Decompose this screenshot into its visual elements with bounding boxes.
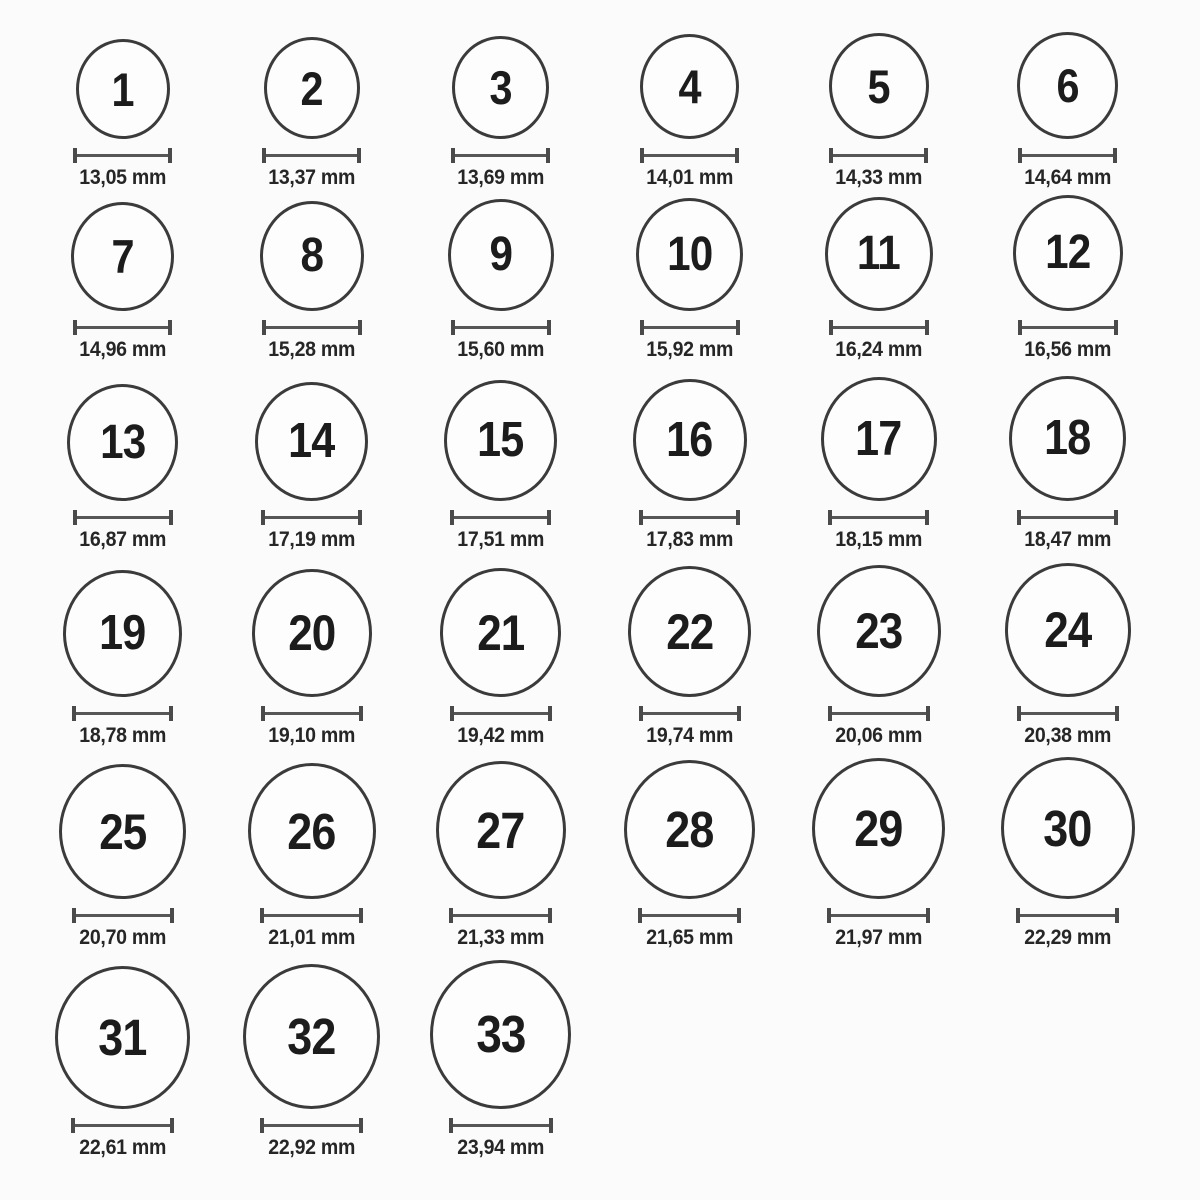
size-number: 16 [666,412,713,467]
size-number: 6 [1056,59,1079,112]
size-number: 27 [476,801,525,859]
size-number: 25 [98,803,147,860]
diameter-label: 17,19 mm [268,528,355,551]
size-circle [444,380,557,501]
ring-size-item [595,552,784,748]
size-circle [829,33,929,139]
diameter-label: 16,87 mm [79,528,166,551]
diameter-label: 20,70 mm [79,926,166,949]
diameter-label: 20,06 mm [835,724,922,747]
size-circle [624,760,755,899]
diameter-measure-line [73,148,172,163]
diameter-label: 22,29 mm [1024,926,1111,949]
size-circle [821,377,937,501]
ring-size-item [595,748,784,950]
size-number: 33 [475,1005,526,1064]
size-circle [633,379,747,501]
ring-size-item [784,362,973,552]
ring-size-item [217,748,406,950]
diameter-label: 17,83 mm [646,528,733,551]
ring-size-item [217,950,406,1160]
ring-size-item [595,190,784,362]
chart-row [28,950,1168,1160]
diameter-measure-line [638,908,741,923]
ring-size-item [784,190,973,362]
ring-size-item [973,362,1162,552]
ring-size-item [28,190,217,362]
size-circle [825,197,933,311]
diameter-measure-line [73,320,172,335]
diameter-measure-line [260,908,363,923]
diameter-label: 14,64 mm [1024,166,1111,189]
diameter-measure-line [640,148,739,163]
ring-size-item [406,0,595,190]
size-circle [264,37,360,139]
size-circle [640,34,739,139]
chart-row [28,190,1168,362]
size-number: 5 [867,59,890,113]
diameter-label: 15,28 mm [268,338,355,361]
diameter-label: 15,92 mm [646,338,733,361]
size-circle [817,565,941,697]
size-circle [1001,757,1135,899]
diameter-label: 13,69 mm [457,166,544,189]
diameter-label: 14,33 mm [835,166,922,189]
ring-size-chart [28,0,1168,1200]
size-number: 23 [854,603,903,659]
ring-size-item [973,190,1162,362]
diameter-measure-line [73,510,173,525]
ring-size-item [28,748,217,950]
size-circle [255,382,368,501]
size-circle [71,202,174,311]
size-circle [628,566,751,697]
ring-size-item [784,748,973,950]
size-number: 29 [854,800,903,857]
size-number: 17 [855,411,902,466]
size-circle [440,568,561,697]
size-circle [1005,563,1131,697]
ring-size-item [217,552,406,748]
diameter-label: 22,61 mm [79,1136,166,1159]
ring-size-item [28,362,217,552]
diameter-measure-line [1016,908,1119,923]
diameter-label: 19,74 mm [646,724,733,747]
size-number: 30 [1043,799,1092,857]
size-circle [1013,195,1123,311]
size-circle [430,960,571,1109]
diameter-measure-line [449,1118,553,1133]
size-number: 2 [300,61,323,115]
size-number: 12 [1044,226,1091,279]
size-number: 11 [857,227,900,280]
diameter-label: 23,94 mm [457,1136,544,1159]
diameter-measure-line [1017,510,1118,525]
diameter-measure-line [262,148,361,163]
size-circle [448,199,554,311]
diameter-label: 21,33 mm [457,926,544,949]
diameter-measure-line [450,706,552,721]
diameter-measure-line [261,510,362,525]
ring-size-item [217,362,406,552]
ring-size-item [595,362,784,552]
ring-size-item [217,0,406,190]
diameter-label: 21,97 mm [835,926,922,949]
ring-size-item [28,552,217,748]
ring-size-item [973,748,1162,950]
diameter-label: 16,24 mm [835,338,922,361]
size-number: 9 [489,228,512,281]
diameter-label: 16,56 mm [1024,338,1111,361]
diameter-label: 21,65 mm [646,926,733,949]
diameter-measure-line [828,706,930,721]
diameter-label: 19,42 mm [457,724,544,747]
diameter-label: 18,78 mm [79,724,166,747]
ring-size-item [784,552,973,748]
size-number: 8 [300,229,323,282]
diameter-label: 14,96 mm [79,338,166,361]
ring-size-item [217,190,406,362]
size-circle [812,758,945,899]
size-number: 10 [666,227,713,281]
size-number: 1 [111,62,134,116]
chart-row [28,748,1168,950]
size-circle [252,569,372,697]
diameter-measure-line [1018,320,1118,335]
chart-row [28,0,1168,190]
diameter-label: 21,01 mm [268,926,355,949]
chart-row [28,552,1168,748]
diameter-measure-line [451,148,550,163]
size-circle [243,964,380,1109]
size-number: 28 [665,801,714,858]
size-number: 19 [99,606,146,660]
diameter-measure-line [1017,706,1119,721]
diameter-measure-line [262,320,362,335]
diameter-label: 20,38 mm [1024,724,1111,747]
size-number: 7 [111,230,134,283]
diameter-measure-line [261,706,363,721]
size-circle [1017,32,1118,139]
ring-size-item [406,190,595,362]
diameter-label: 19,10 mm [268,724,355,747]
diameter-measure-line [640,320,740,335]
ring-size-item [973,552,1162,748]
size-circle [76,39,170,139]
diameter-measure-line [827,908,930,923]
size-circle [55,966,190,1109]
size-number: 13 [99,415,146,469]
size-circle [67,384,178,501]
diameter-label: 18,47 mm [1024,528,1111,551]
size-circle [636,198,743,311]
ring-size-item [406,362,595,552]
ring-size-item [595,0,784,190]
size-number: 18 [1044,411,1091,465]
diameter-measure-line [828,510,929,525]
ring-size-item [973,0,1162,190]
diameter-label: 22,92 mm [268,1136,355,1159]
size-circle [436,761,566,899]
ring-size-item [406,950,595,1160]
diameter-measure-line [639,510,740,525]
size-number: 21 [476,604,525,661]
size-number: 31 [98,1009,147,1066]
diameter-label: 15,60 mm [457,338,544,361]
diameter-label: 14,01 mm [646,166,733,189]
size-number: 3 [489,61,512,114]
diameter-measure-line [829,148,928,163]
size-number: 4 [678,60,701,113]
size-number: 26 [287,802,336,860]
diameter-measure-line [450,510,551,525]
chart-row [28,362,1168,552]
size-circle [248,763,376,899]
diameter-measure-line [449,908,552,923]
size-number: 24 [1043,602,1092,658]
size-number: 32 [287,1008,336,1065]
diameter-measure-line [72,706,173,721]
diameter-measure-line [260,1118,363,1133]
ring-size-item [406,748,595,950]
size-circle [452,36,549,139]
diameter-measure-line [71,1118,174,1133]
ring-size-item [784,0,973,190]
size-circle [63,570,182,697]
diameter-measure-line [1018,148,1117,163]
size-number: 22 [665,603,714,660]
ring-size-item [28,0,217,190]
diameter-label: 13,05 mm [79,166,166,189]
diameter-label: 13,37 mm [268,166,355,189]
size-number: 15 [477,413,524,467]
size-number: 20 [287,605,336,661]
size-circle [260,201,364,311]
diameter-measure-line [829,320,929,335]
size-circle [1009,376,1126,501]
diameter-measure-line [639,706,741,721]
size-number: 14 [288,414,335,468]
diameter-measure-line [451,320,551,335]
diameter-measure-line [72,908,174,923]
size-circle [59,764,186,899]
ring-size-item [28,950,217,1160]
ring-size-item [406,552,595,748]
diameter-label: 17,51 mm [457,528,544,551]
diameter-label: 18,15 mm [835,528,922,551]
